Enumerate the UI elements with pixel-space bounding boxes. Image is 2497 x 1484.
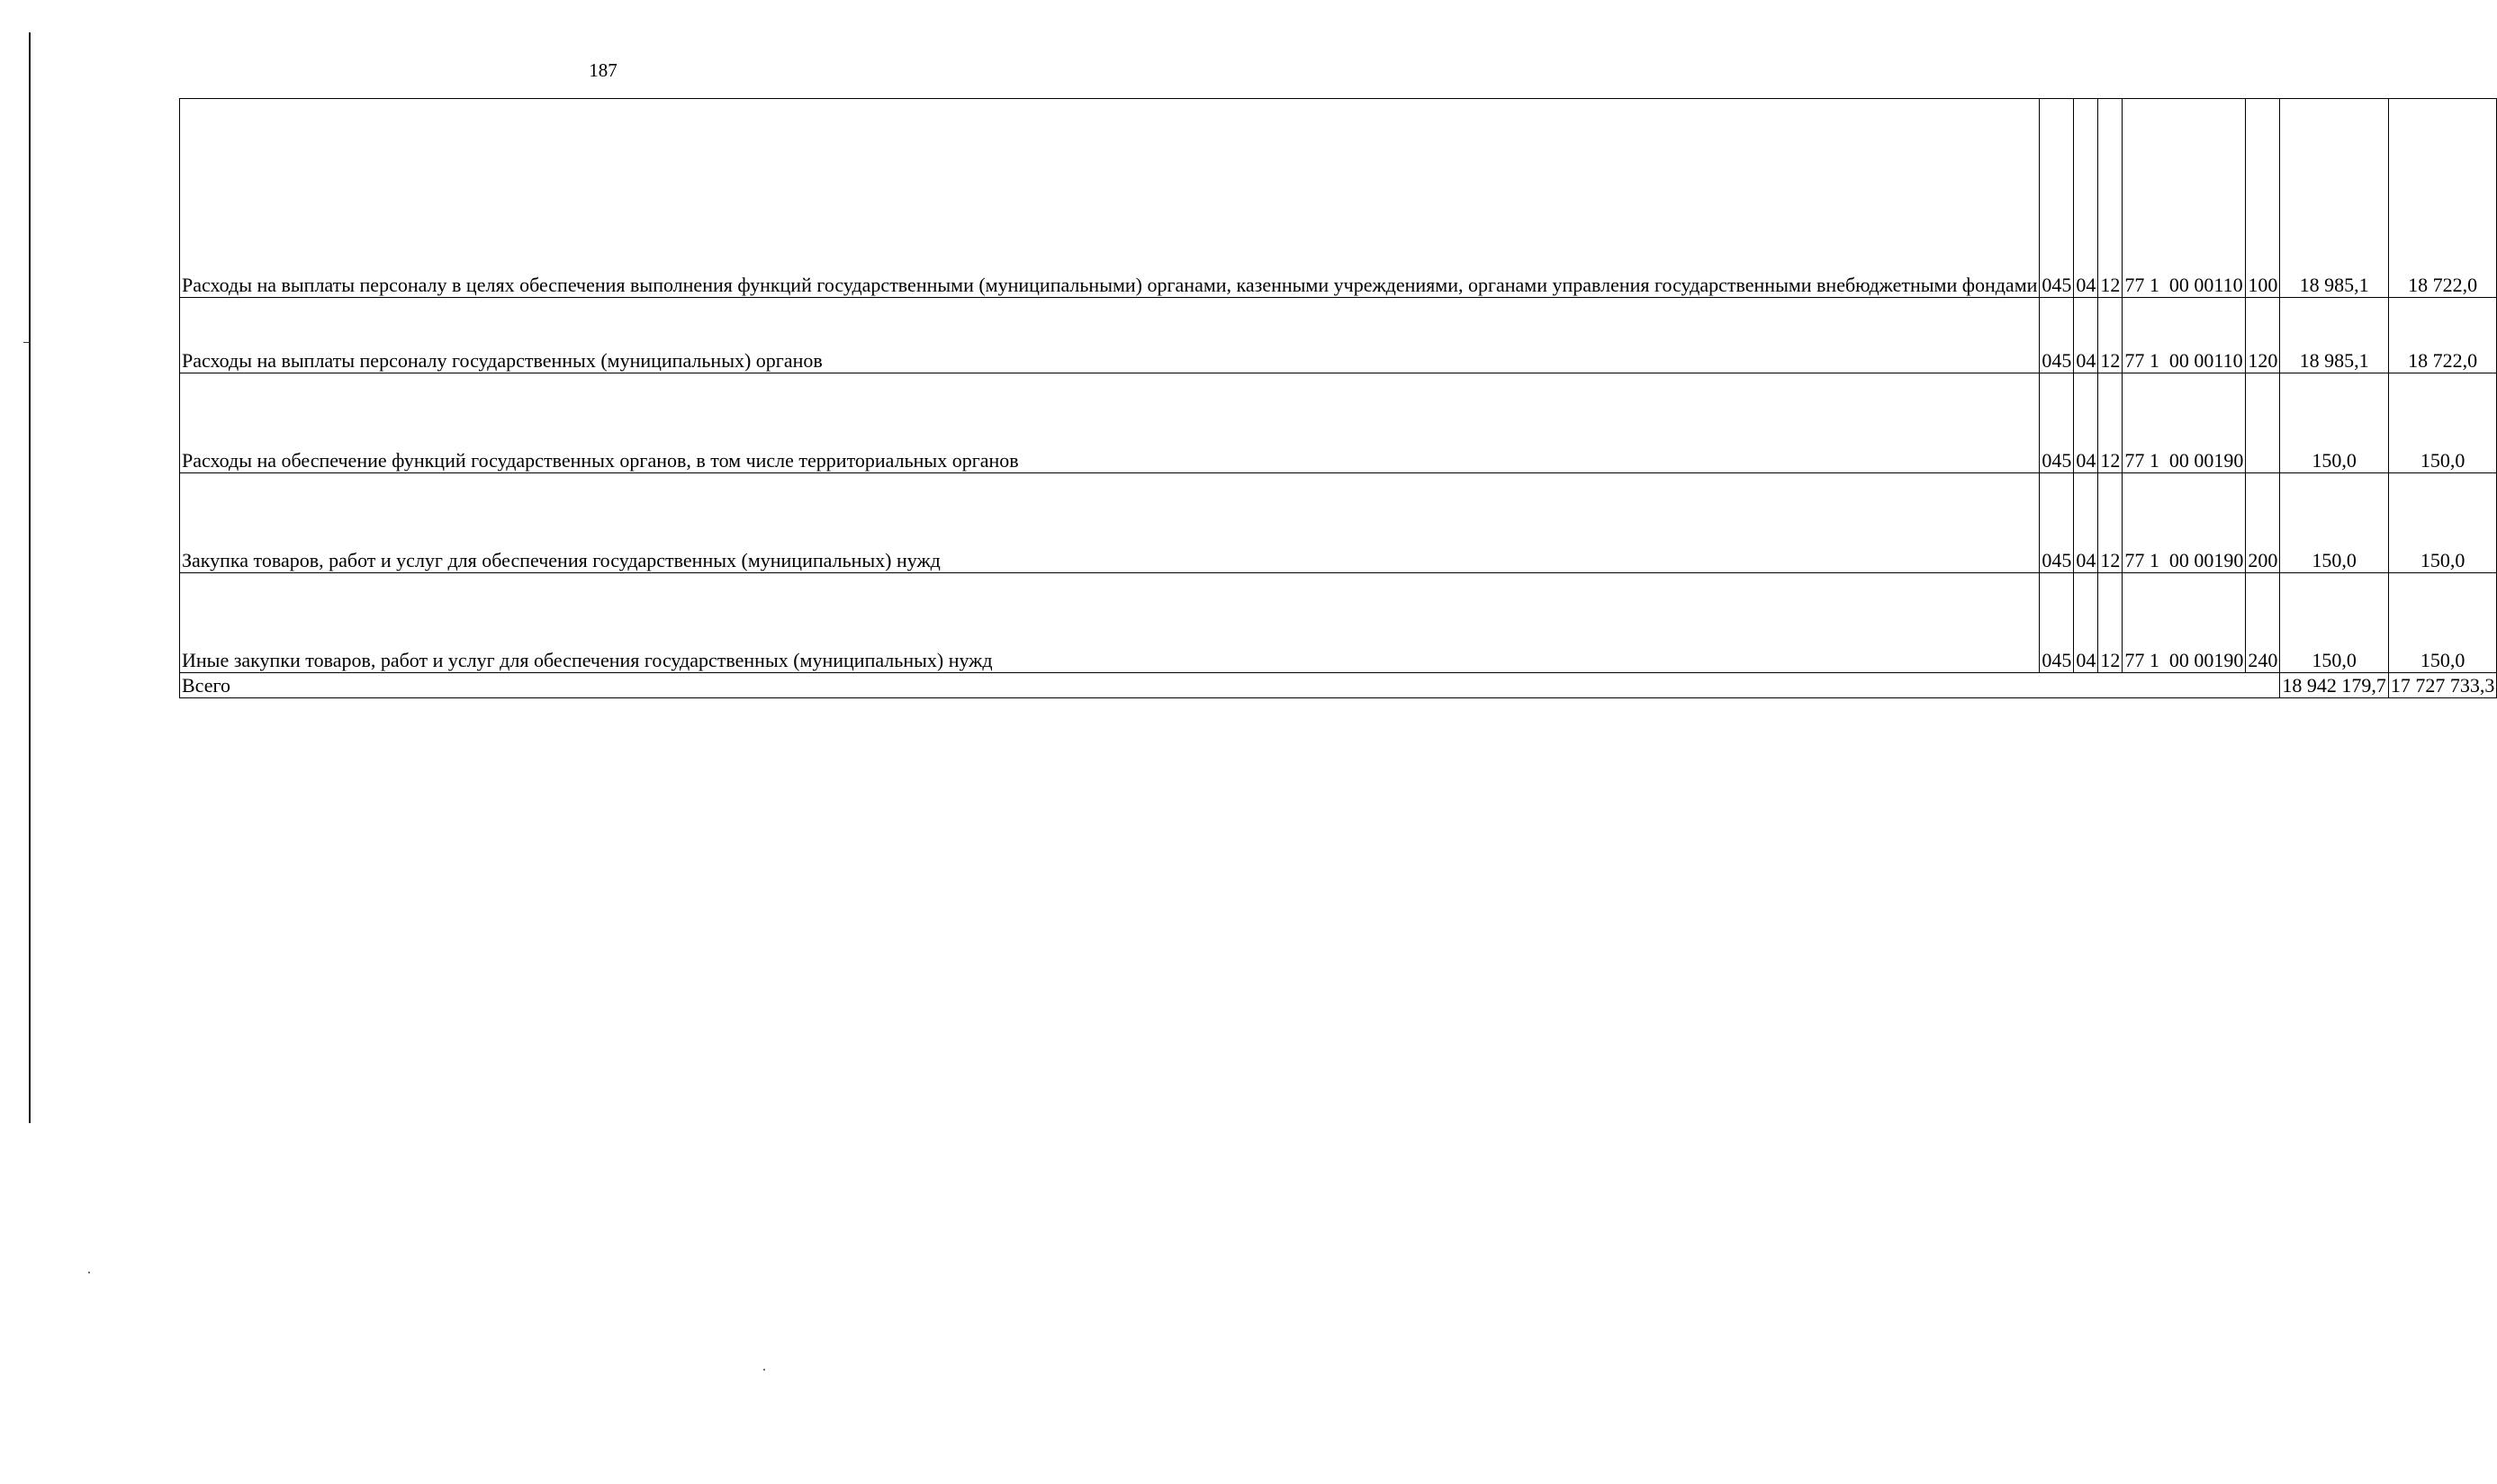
total-amount-year-1: 18 942 179,7 (2280, 673, 2389, 698)
section-code: 04 (2074, 473, 2098, 573)
section-code: 04 (2074, 573, 2098, 673)
ministry-code: 045 (2040, 373, 2074, 473)
section-code: 04 (2074, 373, 2098, 473)
total-amount-year-2: 17 727 733,3 (2388, 673, 2497, 698)
table-row (180, 473, 2497, 573)
table-row (180, 298, 2497, 373)
table-row (180, 99, 2497, 298)
amount-year-2: 150,0 (2388, 473, 2497, 573)
target-article-code: 77 1 00 00110 (2123, 99, 2246, 298)
expense-type-code: 200 (2246, 473, 2280, 573)
table-row (180, 573, 2497, 673)
ministry-code: 045 (2040, 99, 2074, 298)
expense-type-code: 120 (2246, 298, 2280, 373)
amount-year-2: 150,0 (2388, 373, 2497, 473)
total-row (180, 673, 2497, 698)
amount-year-2: 150,0 (2388, 573, 2497, 673)
row-description: Расходы на выплаты персоналу в целях обеспечения выполнения функций государственными (муниципальными) органами, казенными учреждениями, органами управления государственными внебюджетными фондами (180, 99, 2040, 298)
amount-year-1: 18 985,1 (2280, 99, 2389, 298)
section-code: 04 (2074, 298, 2098, 373)
row-description: Расходы на обеспечение функций государственных органов, в том числе территориальных органов (180, 373, 2040, 473)
amount-year-1: 150,0 (2280, 573, 2389, 673)
target-article-code: 77 1 00 00190 (2123, 473, 2246, 573)
subsection-code: 12 (2098, 298, 2123, 373)
target-article-code: 77 1 00 00110 (2123, 298, 2246, 373)
ministry-code: 045 (2040, 298, 2074, 373)
target-article-code: 77 1 00 00190 (2123, 373, 2246, 473)
subsection-code: 12 (2098, 373, 2123, 473)
scan-edge-mark (23, 342, 31, 343)
amount-year-1: 150,0 (2280, 373, 2389, 473)
row-description: Закупка товаров, работ и услуг для обеспечения государственных (муниципальных) нужд (180, 473, 2040, 573)
ministry-code: 045 (2040, 573, 2074, 673)
amount-year-1: 150,0 (2280, 473, 2389, 573)
amount-year-2: 18 722,0 (2388, 99, 2497, 298)
total-label: Всего (180, 673, 2280, 698)
scan-margin-line (29, 32, 31, 1123)
expense-type-code: 240 (2246, 573, 2280, 673)
row-description: Расходы на выплаты персоналу государственных (муниципальных) органов (180, 298, 2040, 373)
table-row (180, 373, 2497, 473)
budget-table (179, 98, 2497, 698)
expense-type-code: 100 (2246, 99, 2280, 298)
scan-speck (763, 1369, 765, 1371)
amount-year-1: 18 985,1 (2280, 298, 2389, 373)
target-article-code: 77 1 00 00190 (2123, 573, 2246, 673)
amount-year-2: 18 722,0 (2388, 298, 2497, 373)
subsection-code: 12 (2098, 573, 2123, 673)
page-number: 187 (589, 59, 617, 81)
subsection-code: 12 (2098, 99, 2123, 298)
expense-type-code (2246, 373, 2280, 473)
scan-speck (88, 1272, 90, 1273)
section-code: 04 (2074, 99, 2098, 298)
ministry-code: 045 (2040, 473, 2074, 573)
row-description: Иные закупки товаров, работ и услуг для обеспечения государственных (муниципальных) нужд (180, 573, 2040, 673)
subsection-code: 12 (2098, 473, 2123, 573)
